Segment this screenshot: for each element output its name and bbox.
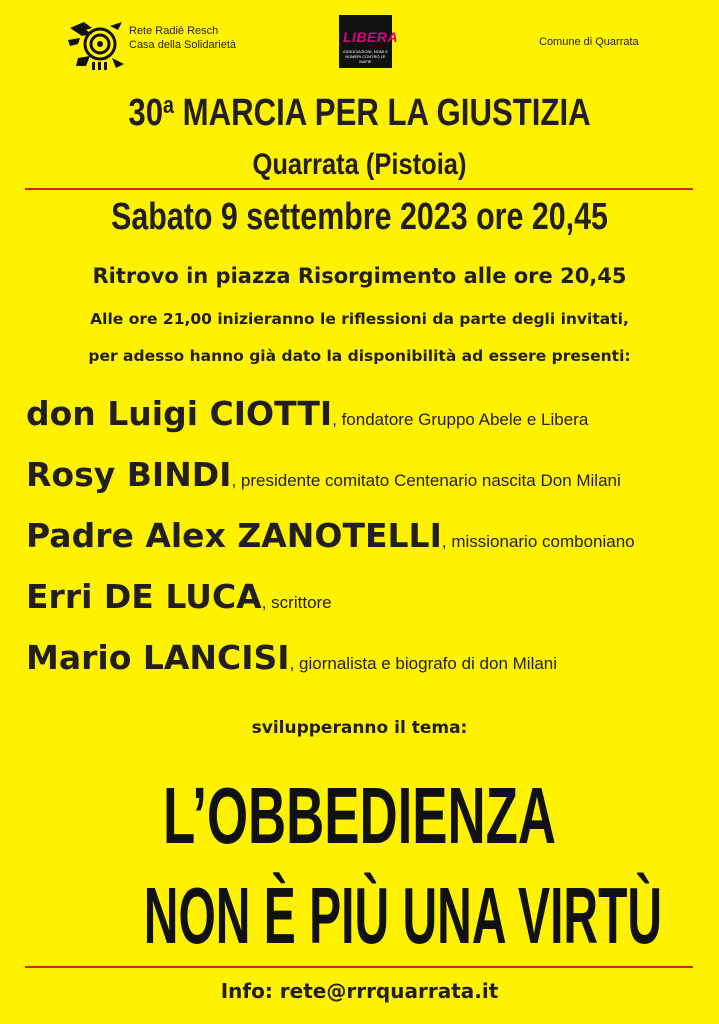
speaker-name: Padre Alex ZANOTELLI <box>26 516 442 555</box>
speaker-role: , fondatore Gruppo Abele e Libera <box>332 410 589 429</box>
speaker-name: Erri DE LUCA <box>26 577 262 616</box>
intro-line-1: Alle ore 21,00 inizieranno le riflessioni da parte degli invitati, <box>90 310 629 328</box>
org-line-2: Casa della Solidarietà <box>129 39 237 51</box>
event-date: Sabato 9 settembre 2023 ore 20,45 <box>111 196 608 238</box>
speaker-item <box>26 394 588 433</box>
libera-logo-word: LIBERA <box>343 29 399 45</box>
divider-bottom <box>25 966 693 968</box>
speaker-item <box>26 516 635 555</box>
info-contact: Info: rete@rrrquarrata.it <box>220 979 499 1003</box>
speaker-name: Rosy BINDI <box>26 455 232 494</box>
speaker-name: Mario LANCISI <box>26 638 290 677</box>
libera-logo-subtitle: ASSOCIAZIONI, NOMI E NUMERI CONTRO LE MAFIE <box>343 49 388 64</box>
speaker-item <box>26 455 621 494</box>
speaker-name: don Luigi CIOTTI <box>26 394 333 433</box>
organization-name <box>129 24 236 52</box>
speaker-item <box>26 638 557 677</box>
libera-logo <box>339 15 399 68</box>
bird-spiral-logo-icon <box>66 18 126 72</box>
comune-label: Comune di Quarrata <box>539 36 639 48</box>
theme-line-2: NON È PIÙ UNA VIRTÙ <box>143 871 663 960</box>
intro-line-2: per adesso hanno già dato la disponibilità ad essere presenti: <box>88 347 631 365</box>
divider-top <box>25 188 693 190</box>
title-text: MARCIA PER LA GIUSTIZIA <box>174 92 591 134</box>
theme-line-1: L’OBBEDIENZA <box>162 771 557 860</box>
speaker-role: , presidente comitato Centenario nascita Don Milani <box>231 471 621 490</box>
speaker-role: , giornalista e biografo di don Milani <box>289 654 558 673</box>
speaker-role: , missionario comboniano <box>441 532 635 551</box>
meeting-point: Ritrovo in piazza Risorgimento alle ore 20,45 <box>92 264 627 288</box>
title-superscript: a <box>163 92 175 119</box>
org-line-1: Rete Radié Resch <box>129 25 219 37</box>
speaker-item <box>26 577 332 616</box>
speaker-role: , scrittore <box>261 593 332 612</box>
event-title <box>65 92 655 135</box>
event-subtitle: Quarrata (Pistoia) <box>252 148 467 181</box>
title-number: 30 <box>128 92 164 134</box>
theme-intro: svilupperanno il tema: <box>251 718 468 738</box>
